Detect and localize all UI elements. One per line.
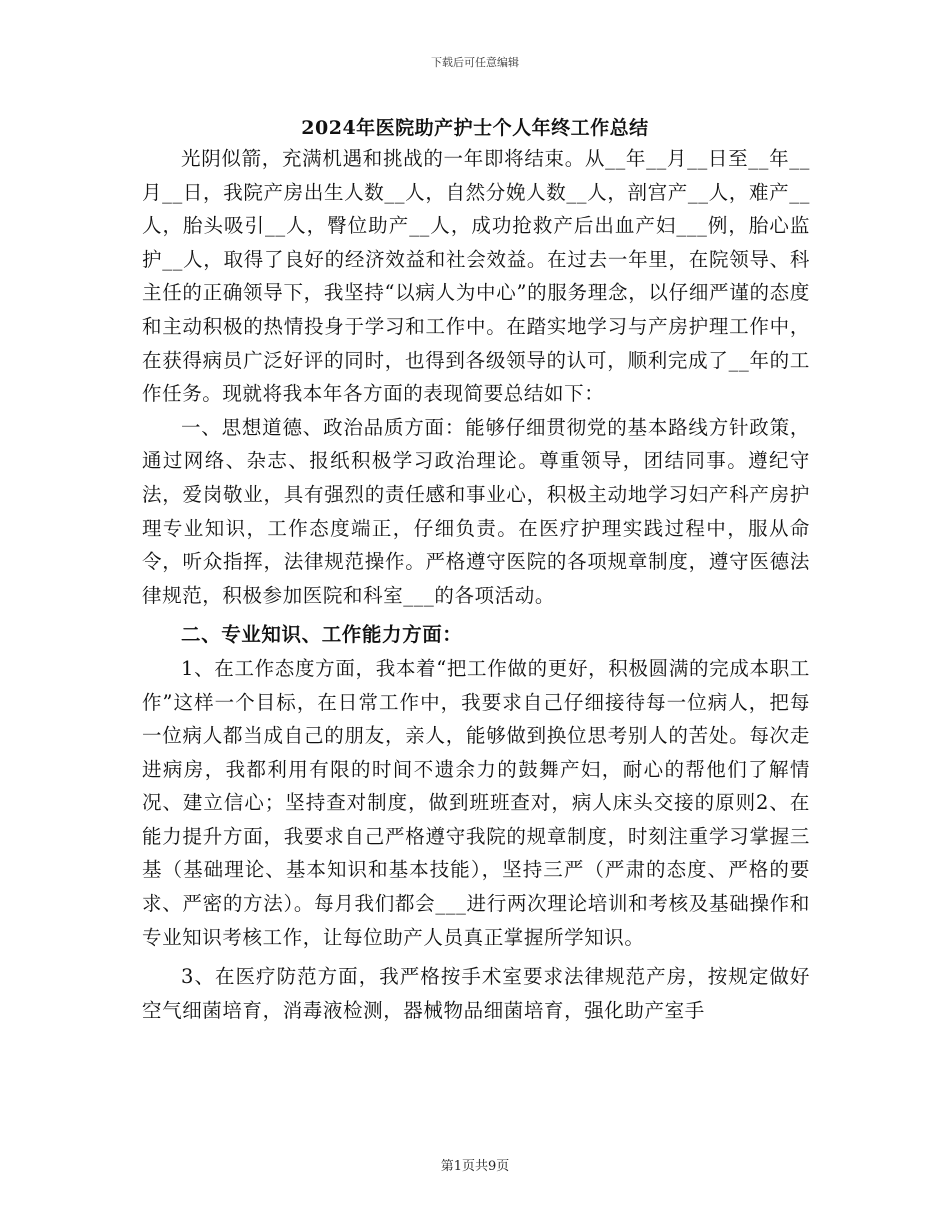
document-title: 2024年医院助产护士个人年终工作总结	[301, 117, 649, 139]
document-body	[142, 142, 810, 1027]
paragraph-intro: 光阴似箭，充满机遇和挑战的一年即将结束。从__年__月__日至__年__月__日，我院产房出生人数__人，自然分娩人数__人，剖宫产__人，难产__人，胎头吸引__人，臀位助产__人，成功抢救产后出血产妇___例，胎心监护__人，取得了良好的经济效益和社会效益。在过去一年里，在院领导、科主任的正确领导下，我坚持“以病人为中心”的服务理念，以仔细严谨的态度和主动积极的热情投身于学习和工作中。在踏实地学习与产房护理工作中，在获得病员广泛好评的同时，也得到各级领导的认可，顺利完成了__年的工作任务。现就将我本年各方面的表现简要总结如下：	[142, 147, 810, 406]
paragraph-item-1: 1、在工作态度方面，我本着“把工作做的更好，积极圆满的完成本职工作”这样一个目标，在日常工作中，我要求自己仔细接待每一位病人，把每一位病人都当成自己的朋友，亲人，能够做到换位思考别人的苦处。每次走进病房，我都利用有限的时间不遗余力的鼓舞产妇，耐心的帮他们了解情况、建立信心；坚持查对制度，做到班班查对，病人床头交接的原则2、在能力提升方面，我要求自己严格遵守我院的规章制度，时刻注重学习掌握三基（基础理论、基本知识和基本技能），坚持三严（严肃的态度、严格的要求、严密的方法）。每月我们都会___进行两次理论培训和考核及基础操作和专业知识考核工作，让每位助产人员真正掌握所学知识。	[142, 656, 810, 949]
paragraph-section-1: 一、思想道德、政治品质方面：能够仔细贯彻党的基本路线方针政策，通过网络、杂志、报纸积极学习政治理论。尊重领导，团结同事。遵纪守法，爱岗敬业，具有强烈的责任感和事业心，积极主动地学习妇产科产房护理专业知识，工作态度端正，仔细负责。在医疗护理实践过程中，服从命令，听众指挥，法律规范操作。严格遵守医院的各项规章制度，遵守医德法律规范，积极参加医院和科室___的各项活动。	[142, 415, 810, 607]
section-heading-2: 二、专业知识、工作能力方面：	[181, 623, 463, 647]
header-note: 下载后可任意编辑	[431, 56, 519, 69]
paragraph-item-3: 3、在医疗防范方面，我严格按手术室要求法律规范产房，按规定做好空气细菌培育，消毒液检测，器械物品细菌培育，强化助产室手	[142, 965, 810, 1022]
page-footer: 第1页共9页	[440, 1159, 510, 1174]
